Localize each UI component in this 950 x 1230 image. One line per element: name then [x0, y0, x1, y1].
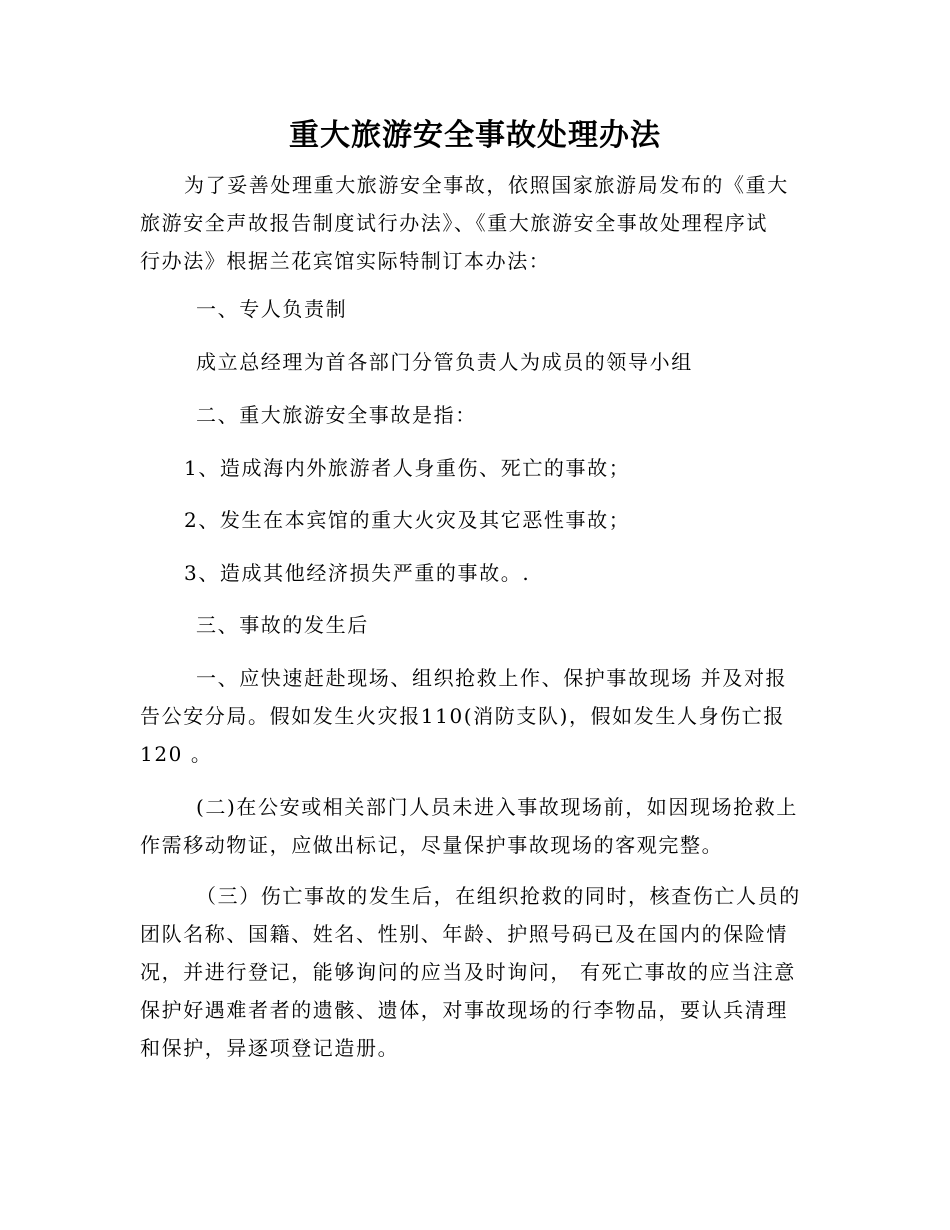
paragraph-three-line-5: 和保护，异逐项登记造册。 — [140, 1036, 400, 1060]
intro-line-1: 为了妥善处理重大旅游安全事故，依照国家旅游局发布的《重大 — [184, 173, 789, 197]
paragraph-one-line-1: 一、应快速赶赴现场、组织抢救上作、保护事故现场 并及对报 — [196, 666, 788, 690]
section1-heading: 一、专人负责制 — [196, 297, 348, 321]
paragraph-two-line-1: (二)在公安或相关部门人员未进入事故现场前，如因现场抢救上 — [196, 795, 799, 819]
intro-paragraph — [140, 166, 810, 280]
section2-item-1-block — [140, 449, 810, 487]
paragraph-two-line-2: 作需移动物证，应做出标记，尽量保护事故现场的客观完整。 — [140, 833, 724, 857]
section3-heading-block — [140, 606, 810, 644]
paragraph-three-line-2: 团队名称、国籍、姓名、性别、年龄、护照号码已及在国内的保险情 — [140, 922, 788, 946]
paragraph-one-line-3: 120 。 — [140, 742, 213, 766]
section2-item-3-block — [140, 554, 810, 592]
section1-heading-block — [140, 290, 810, 328]
section1-body-block — [140, 343, 810, 381]
paragraph-one-line-2: 告公安分局。假如发生火灾报110(消防支队)，假如发生人身伤亡报 — [140, 704, 785, 728]
section2-item-2: 2、发生在本宾馆的重大火灾及其它恶性事故； — [184, 508, 631, 532]
section1-body: 成立总经理为首各部门分管负责人为成员的领导小组 — [196, 350, 693, 374]
paragraph-two — [140, 788, 810, 864]
section2-heading-block — [140, 396, 810, 434]
section2-item-3: 3、造成其他经济损失严重的事故。. — [184, 561, 531, 585]
paragraph-one — [140, 659, 810, 773]
document-title: 重大旅游安全事故处理办法 — [289, 118, 661, 153]
paragraph-three-line-1: （三）伤亡事故的发生后，在组织抢救的同时，核查伤亡人员的 — [196, 884, 801, 908]
section2-item-1: 1、造成海内外旅游者人身重伤、死亡的事故； — [184, 456, 631, 480]
intro-line-2: 旅游安全声故报告制度试行办法》、《重大旅游安全事故处理程序试 — [140, 211, 768, 235]
paragraph-three-line-3: 况，并进行登记，能够询问的应当及时询问， 有死亡事故的应当注意 — [140, 960, 796, 984]
paragraph-three-line-4: 保护好遇难者者的遗骸、遗体，对事故现场的行李物品，要认兵清理 — [140, 998, 788, 1022]
intro-line-3: 行办法》根据兰花宾馆实际特制订本办法： — [140, 249, 551, 273]
section2-heading: 二、重大旅游安全事故是指： — [196, 403, 477, 427]
section2-item-2-block — [140, 501, 810, 539]
paragraph-three — [140, 877, 810, 1067]
section3-heading: 三、事故的发生后 — [196, 613, 369, 637]
